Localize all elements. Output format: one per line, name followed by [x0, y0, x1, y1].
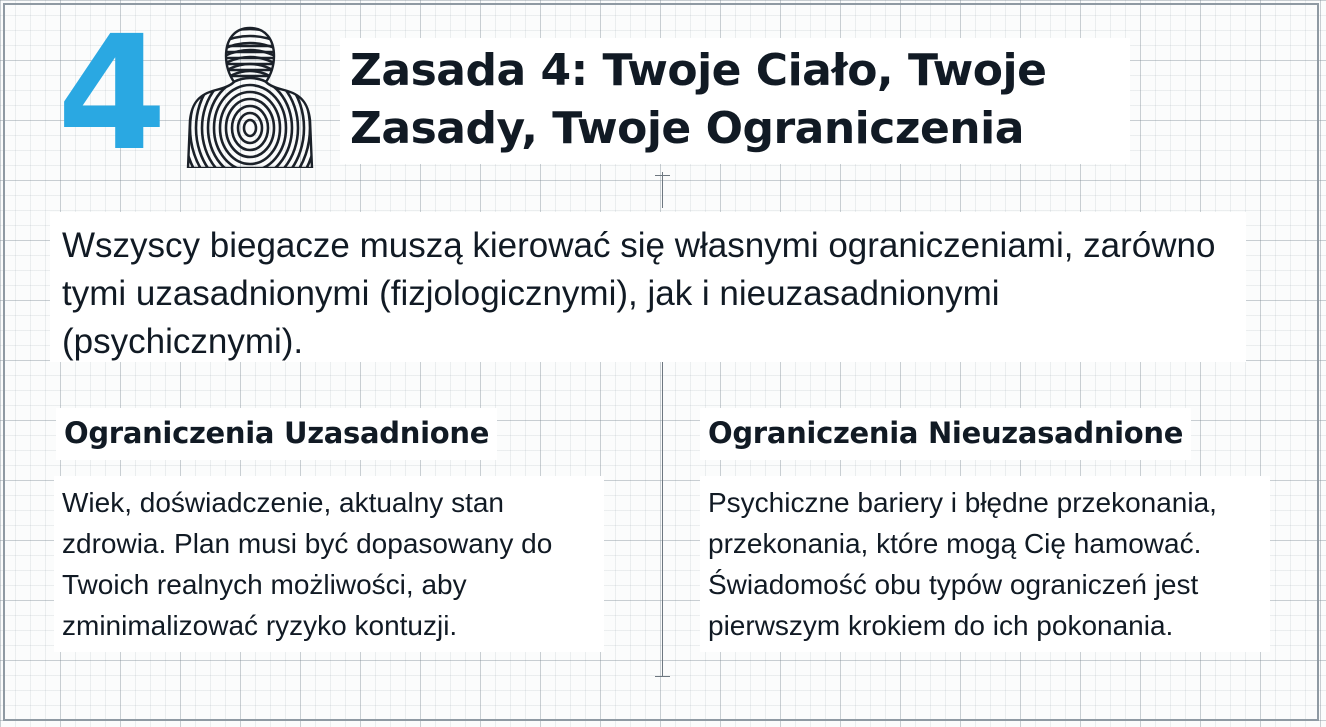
unjustified-limits-text: Psychiczne bariery i błędne przekonania, przekonania, które mogą Cię hamować. Świadomość obu typów ograniczeń jest pierwszym krokiem do ich pokonania.: [700, 476, 1270, 652]
top-tick-cap: [655, 175, 670, 176]
title-container: [340, 38, 1130, 164]
justified-limits-text: Wiek, doświadczenie, aktualny stan zdrowia. Plan musi być dopasowany do Twoich realnych możliwości, aby zminimalizować ryzyko kontuzji.: [54, 476, 604, 652]
intro-text: Wszyscy biegacze muszą kierować się własnymi ograniczeniami, zarówno tymi uzasadnionymi (fizjologicznymi), jak i nieuzasadnionymi (psychicznymi).: [62, 226, 1216, 361]
fingerprint-body-icon: [186, 24, 314, 168]
principle-number: 4: [57, 2, 165, 186]
top-tick-mark: [662, 172, 663, 208]
intro-container: [50, 212, 1246, 362]
justified-limits-heading: Ograniczenia Uzasadnione: [56, 408, 497, 460]
column-divider: [662, 362, 663, 677]
bottom-tick-cap: [655, 676, 670, 677]
unjustified-limits-heading: Ograniczenia Nieuzasadnione: [700, 408, 1191, 460]
slide-title: Zasada 4: Twoje Ciało, Twoje Zasady, Twoje Ograniczenia: [350, 45, 1047, 154]
